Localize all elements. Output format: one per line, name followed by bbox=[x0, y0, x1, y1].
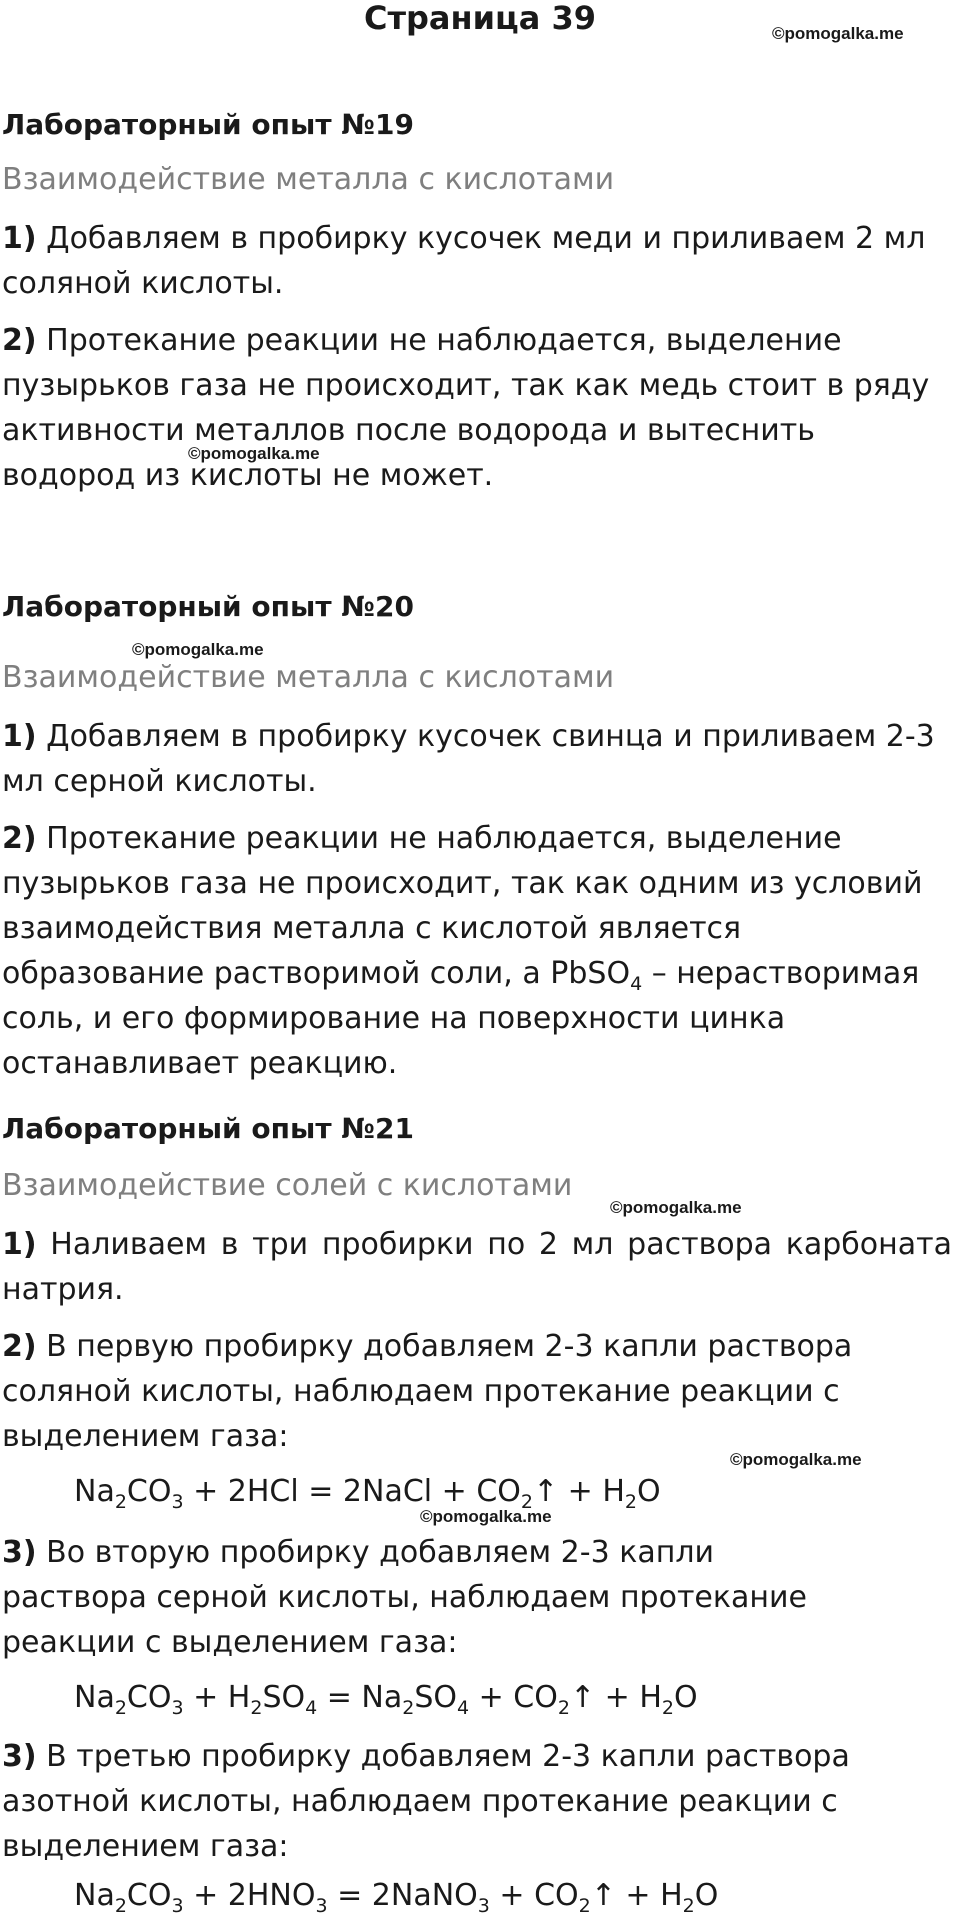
subscript: 2 bbox=[114, 1895, 127, 1917]
subscript: 3 bbox=[477, 1895, 490, 1917]
equation-text: + CO bbox=[469, 1680, 558, 1715]
equation-text: + H bbox=[183, 1680, 251, 1715]
step-number: 2) bbox=[2, 323, 37, 358]
exp20-title: Лабораторный опыт №20 bbox=[2, 590, 414, 623]
equation-text: SO bbox=[414, 1680, 457, 1715]
equation-text: CO bbox=[126, 1680, 172, 1715]
exp20-subtitle: Взаимодействие металла с кислотами bbox=[2, 660, 615, 695]
exp20-step2 bbox=[2, 816, 952, 1086]
subscript: 2 bbox=[114, 1491, 127, 1513]
step-text: Протекание реакции не наблюдается, выделение пузырьков газа не происходит, так как одним из условий взаимодействия металла с кислотой является образование растворимой соли, а PbSO bbox=[2, 821, 923, 991]
equation-text: = 2NaNO bbox=[327, 1878, 478, 1913]
subscript: 2 bbox=[250, 1697, 263, 1719]
equation-text: + CO bbox=[489, 1878, 579, 1913]
exp20-step1 bbox=[2, 714, 952, 804]
equation-text: = Na bbox=[317, 1680, 403, 1715]
step-text: В третью пробирку добавляем 2-3 капли раствора азотной кислоты, наблюдаем протекание реакции с выделением газа: bbox=[2, 1739, 850, 1864]
subscript: 2 bbox=[402, 1697, 415, 1719]
equation-text: O bbox=[673, 1680, 698, 1715]
watermark: ©pomogalka.me bbox=[772, 24, 904, 43]
watermark: ©pomogalka.me bbox=[188, 444, 320, 463]
page-title: Страница 39 bbox=[363, 0, 597, 37]
equation-text: O bbox=[694, 1878, 719, 1913]
exp21-step3 bbox=[2, 1530, 862, 1665]
equation-text: Na bbox=[74, 1878, 115, 1913]
subscript: 2 bbox=[557, 1697, 570, 1719]
step-number: 1) bbox=[2, 1227, 37, 1262]
step-number: 1) bbox=[2, 719, 37, 754]
subscript: 3 bbox=[315, 1895, 328, 1917]
equation-text: + 2HNO bbox=[183, 1878, 316, 1913]
step-number: 2) bbox=[2, 821, 37, 856]
equation-text: ↑ + H bbox=[569, 1680, 662, 1715]
subscript: 4 bbox=[457, 1697, 470, 1719]
equation-text: Na bbox=[74, 1680, 115, 1715]
step-text: Добавляем в пробирку кусочек меди и приливаем 2 мл соляной кислоты. bbox=[2, 221, 926, 301]
subscript: 2 bbox=[520, 1491, 533, 1513]
step-number: 3) bbox=[2, 1739, 37, 1774]
exp21-step4 bbox=[2, 1734, 862, 1869]
subscript: 3 bbox=[171, 1895, 184, 1917]
subscript: 2 bbox=[624, 1491, 637, 1513]
step-text: Протекание реакции не наблюдается, выделение пузырьков газа не происходит, так как медь стоит в ряду активности металлов после водорода и вытеснить водород из кислоты не может. bbox=[2, 323, 930, 493]
equation-text: ↑ + H bbox=[532, 1474, 625, 1509]
equation-3 bbox=[74, 1876, 718, 1916]
watermark: ©pomogalka.me bbox=[420, 1507, 552, 1526]
exp19-step1 bbox=[2, 216, 952, 306]
watermark: ©pomogalka.me bbox=[132, 640, 264, 659]
equation-1 bbox=[74, 1472, 661, 1512]
subscript: 2 bbox=[114, 1697, 127, 1719]
equation-text: + 2HCl = 2NaCl + CO bbox=[183, 1474, 521, 1509]
step-text: – нерастворимая соль, и его формирование на поверхности цинка останавливает реакцию. bbox=[2, 956, 920, 1081]
step-text: Наливаем в три пробирки по 2 мл раствора карбоната натрия. bbox=[2, 1227, 952, 1307]
subscript: 2 bbox=[578, 1895, 591, 1917]
subscript: 4 bbox=[630, 973, 643, 995]
subscript: 2 bbox=[661, 1697, 674, 1719]
exp19-title: Лабораторный опыт №19 bbox=[2, 108, 414, 141]
step-number: 1) bbox=[2, 221, 37, 256]
exp19-step2 bbox=[2, 318, 952, 498]
subscript: 3 bbox=[171, 1697, 184, 1719]
subscript: 3 bbox=[171, 1491, 184, 1513]
exp19-subtitle: Взаимодействие металла с кислотами bbox=[2, 162, 615, 197]
step-number: 2) bbox=[2, 1329, 37, 1364]
exp21-subtitle: Взаимодействие солей с кислотами bbox=[2, 1168, 573, 1203]
step-number: 3) bbox=[2, 1535, 37, 1570]
step-text: В первую пробирку добавляем 2-3 капли раствора соляной кислоты, наблюдаем протекание реакции с выделением газа: bbox=[2, 1329, 853, 1454]
equation-2 bbox=[74, 1678, 698, 1718]
step-text: Добавляем в пробирку кусочек свинца и приливаем 2-3 мл серной кислоты. bbox=[2, 719, 935, 799]
exp21-step1 bbox=[2, 1222, 952, 1312]
equation-text: CO bbox=[126, 1878, 172, 1913]
equation-text: Na bbox=[74, 1474, 115, 1509]
watermark: ©pomogalka.me bbox=[610, 1198, 742, 1217]
step-text: Во вторую пробирку добавляем 2-3 капли раствора серной кислоты, наблюдаем протекание реакции с выделением газа: bbox=[2, 1535, 807, 1660]
subscript: 4 bbox=[305, 1697, 318, 1719]
equation-text: O bbox=[636, 1474, 661, 1509]
watermark: ©pomogalka.me bbox=[730, 1450, 862, 1469]
equation-text: CO bbox=[126, 1474, 172, 1509]
exp21-step2 bbox=[2, 1324, 862, 1459]
equation-text: ↑ + H bbox=[590, 1878, 683, 1913]
exp21-title: Лабораторный опыт №21 bbox=[2, 1112, 414, 1145]
equation-text: SO bbox=[262, 1680, 306, 1715]
subscript: 2 bbox=[682, 1895, 695, 1917]
